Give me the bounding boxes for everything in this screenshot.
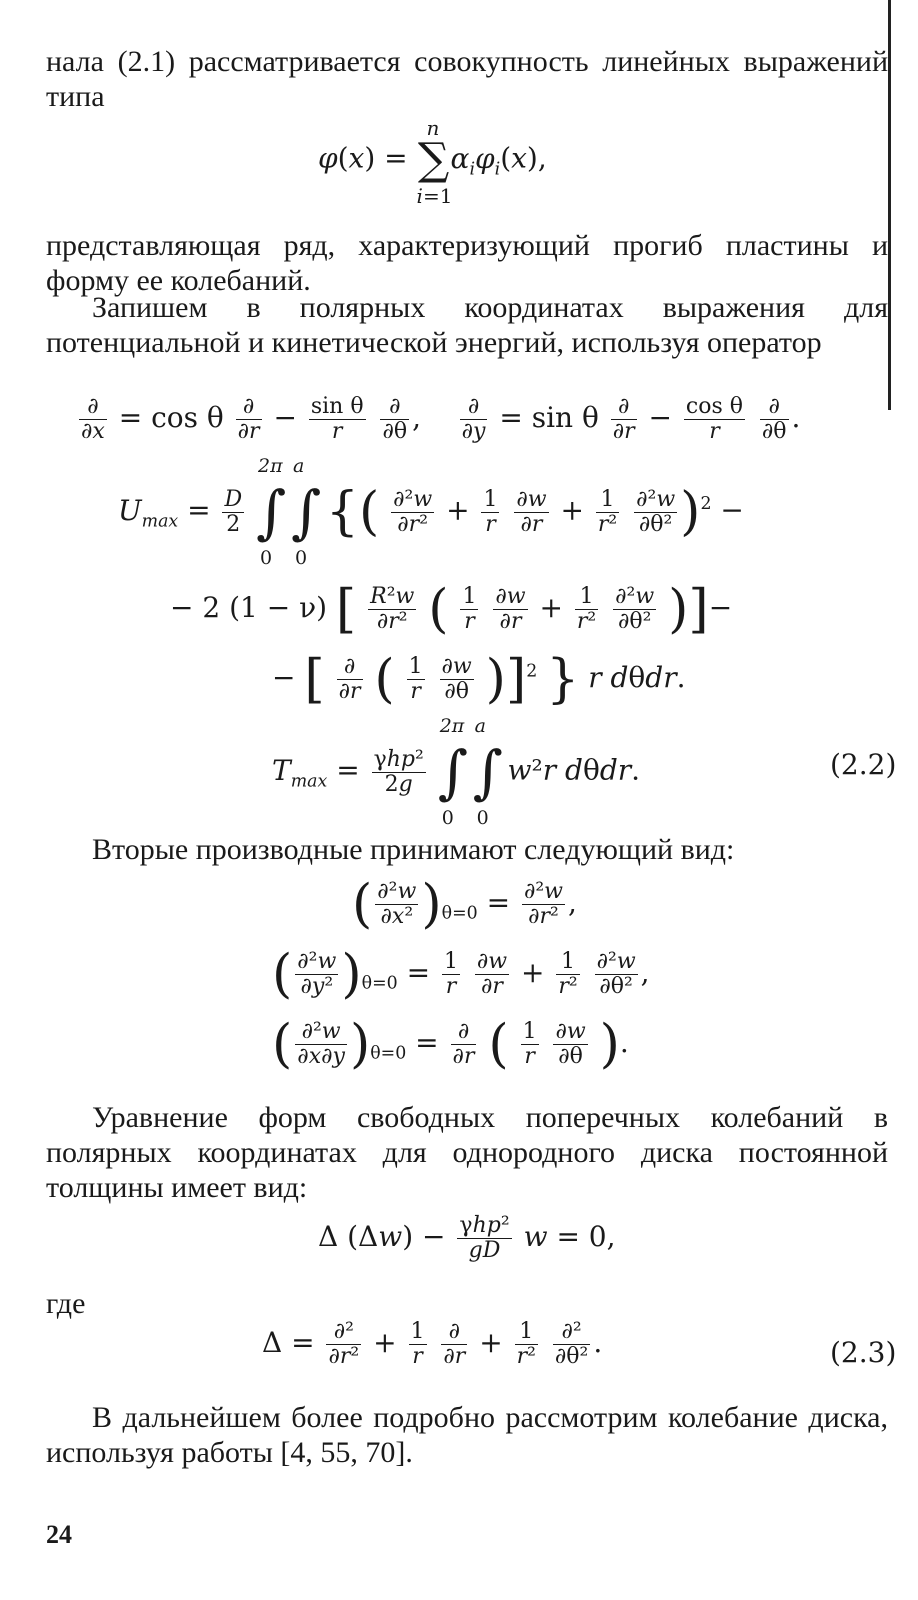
equation-potential-energy-line2: − 2 (1 − ν) [ $\frac{\text{R²w}}{\text{∂r²}}$ ( $\frac{1}{r}$ $\frac{\partial w}{\partial r}$ + $\frac{1}{\text{r²}}$ $\frac{\text{∂²w}}{\text{∂θ²}}$ )]− [170,579,733,640]
page-number: 24 [46,1520,72,1549]
equation-number-2-2: (2.2) [830,748,897,781]
paragraph-further-work: В дальнейшем более подробно рассмотрим колебание диска, используя работы [4, 55, 70]. [46,1401,888,1469]
paragraph-operator-intro: Запишем в полярных координатах выражения для потенциальной и кинетической энергий, используя оператор [46,291,888,359]
equation-laplacian: Δ = $\frac{\text{∂²}}{\text{∂r²}}$ + $\frac{1}{r}$ $\frac{\partial}{\partial r}$ + $\frac{1}{\text{r²}}$ $\frac{\text{∂²}}{\text{∂θ²}}$ . [262,1319,603,1369]
page-edge-line [888,0,891,410]
paragraph-where: где [46,1287,86,1320]
equation-series: φ(x) = ∑ n i=1 $\alpha_i\varphi_i(x)$, [318,116,547,208]
equation-d2w-dy2: ( $\frac{\text{∂²w}}{\text{∂y²}}$ )$_{\theta=0}$ = $\frac{1}{r}$ $\frac{\partial w}{\partial r}$ + $\frac{1}{\text{r²}}$ $\frac{\text{∂²w}}{\text{∂θ²}}$ , [272,944,650,1005]
equation-d2w-dx2: ( $\frac{\text{∂²w}}{\text{∂x²}}$ )$_{\theta=0}$ = $\frac{\text{∂²w}}{\text{∂r²}}$ , [352,874,577,935]
paragraph-second-derivatives: Вторые производные принимают следующий вид: [92,833,735,866]
equation-polar-operators: $\frac{\partial}{\partial x}$ = cos θ $\frac{\partial}{\partial r}$ − $\frac{\text{sin θ}}{r}$ $\frac{\partial}{\partial\theta}$ , $\frac{\partial}{\partial y}$ = sin θ $\frac{\partial}{\partial r}$ − $\frac{\text{cos θ}}{r}$ $\frac{\partial}{\partial\theta}$ . [81,394,801,444]
paragraph-intro: нала (2.1) рассматривается совокупность линейных выражений типа [46,45,888,113]
equation-vibration: Δ (Δw) − $\frac{\text{γhp²}}{gD}$ w = 0, [318,1213,616,1263]
sum-operator: ∑ n i=1 [416,116,453,208]
equation-number-2-3: (2.3) [830,1336,897,1369]
equation-kinetic-energy: $T_{max}$ = $\frac{\text{γhp²}}{2g}$ ∫ 2π 0 ∫ a 0 w²r dθdr. [272,715,641,829]
paragraph-series-description: представляющая ряд, характеризующий прогиб пластины и форму ее колебаний. [46,229,888,297]
equation-potential-energy-line1: $U_{max}$ = $\frac{D}{2}$ ∫ 2π 0 ∫ a 0 {( $\frac{\text{∂²w}}{\text{∂r²}}$ + $\frac{1}{r}$ $\frac{\partial w}{\partial r}$ + $\frac{1}{\text{r²}}$ $\frac{\text{∂²w}}{\text{∂θ²}}$ )$^2$ − [118,455,744,569]
equation-d2w-dxdy: ( $\frac{\text{∂²w}}{\partial x\partial y}$ )$_{\theta=0}$ = $\frac{\partial}{\partial r}$ ( $\frac{1}{r}$ $\frac{\partial w}{\partial\theta}$ ). [272,1014,629,1075]
paragraph-vibration-equation: Уравнение форм свободных поперечных колебаний в полярных координатах для однородного диска постоянной толщины имеет вид: [46,1101,888,1204]
equation-potential-energy-line3: − [ $\frac{\partial}{\partial r}$ ( $\frac{1}{r}$ $\frac{\partial w}{\partial\theta}$ )]$^2$ } r dθdr. [272,649,686,710]
